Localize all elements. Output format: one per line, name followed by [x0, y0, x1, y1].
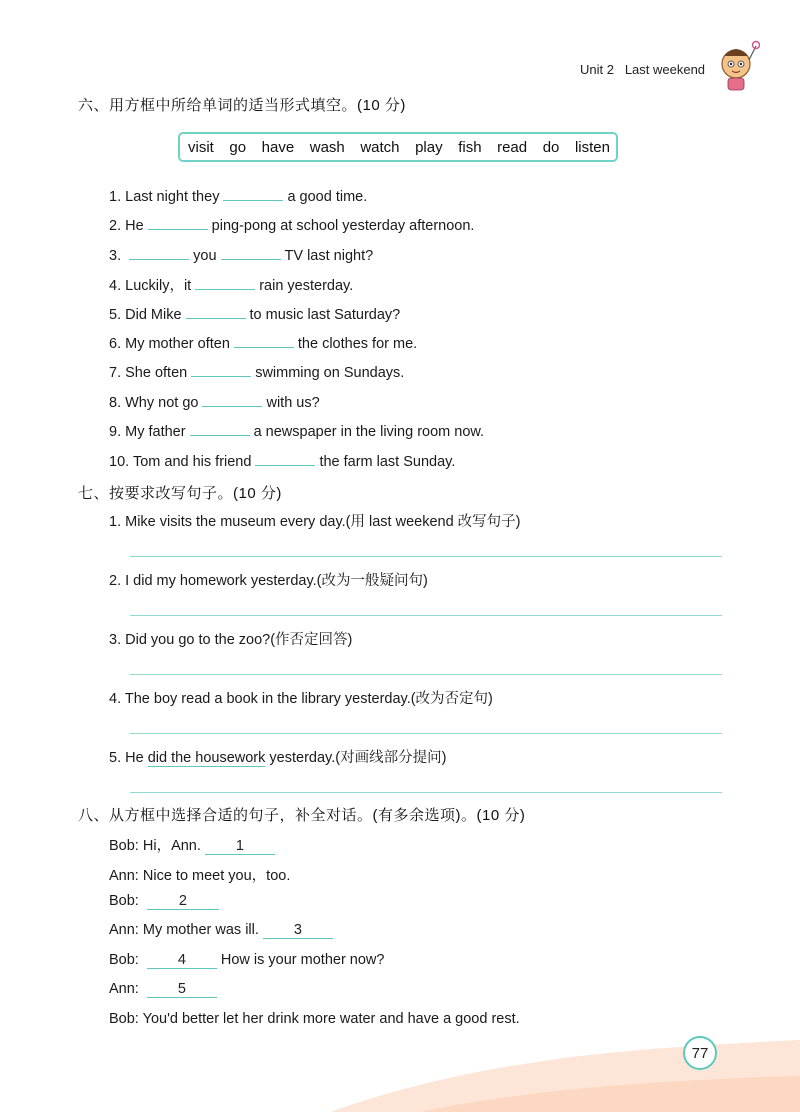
item-number: 4. [109, 691, 122, 707]
word-option: visit [188, 138, 214, 156]
dialogue-blank[interactable]: 5 [147, 981, 217, 998]
fill-blank-item [109, 304, 400, 323]
speaker-label: Ann: [109, 981, 139, 997]
item-prompt: Mike visits the museum every day.(用 last weekend 改写句子) [125, 514, 521, 530]
item-text-after: with us? [266, 395, 320, 411]
rewrite-item [109, 628, 352, 649]
item-number: 1. [109, 189, 122, 205]
dialogue-text: My mother was ill. [142, 922, 259, 938]
dialogue-text: You'd better let her drink more water and have a good rest. [142, 1011, 520, 1027]
dialogue-blank[interactable]: 1 [205, 838, 275, 855]
underlined-phrase: did the housework [147, 750, 266, 766]
fill-blank-item [109, 186, 367, 205]
speaker-label: Ann: [109, 922, 139, 938]
word-option: watch [360, 138, 400, 156]
answer-line[interactable] [130, 674, 722, 675]
item-text-after: ping-pong at school yesterday afternoon. [211, 218, 475, 234]
answer-blank[interactable] [221, 245, 281, 260]
rewrite-item [109, 746, 446, 767]
header-unit: Unit 2 Last weekend [580, 62, 706, 77]
item-text-after: swimming on Sundays. [255, 365, 405, 381]
fill-blank-item [109, 333, 417, 352]
item-number: 10. [109, 454, 130, 470]
item-number: 7. [109, 365, 122, 381]
item-number: 3. [109, 632, 122, 648]
dialogue-line [109, 864, 290, 885]
speaker-label: Bob: [109, 838, 139, 854]
item-prompt-pre: He [125, 750, 144, 766]
fill-blank-item [109, 421, 484, 440]
answer-blank[interactable] [223, 186, 283, 201]
word-option: read [497, 138, 528, 156]
item-prompt-post: yesterday.(对画线部分提问) [269, 750, 447, 766]
answer-blank[interactable] [255, 451, 315, 466]
answer-line[interactable] [130, 556, 722, 557]
word-option: listen [574, 138, 610, 156]
item-text-after: rain yesterday. [259, 278, 354, 294]
item-number: 1. [109, 514, 122, 530]
answer-blank[interactable] [129, 245, 189, 260]
item-text-before: Luckily，it [125, 278, 192, 294]
answer-blank[interactable] [191, 362, 251, 377]
rewrite-item [109, 510, 521, 531]
item-text-before: Why not go [125, 395, 199, 411]
answer-blank[interactable] [202, 392, 262, 407]
rewrite-item [109, 687, 493, 708]
answer-blank[interactable] [195, 275, 255, 290]
word-option: fish [458, 138, 482, 156]
speaker-label: Ann: [109, 868, 139, 884]
item-number: 2. [109, 573, 122, 589]
dialogue-blank[interactable]: 3 [263, 922, 333, 939]
fill-blank-item [109, 362, 404, 381]
dialogue-line [109, 981, 221, 998]
rewrite-item [109, 569, 428, 590]
dialogue-line [109, 922, 337, 939]
footer-wave-decoration [0, 1000, 800, 1112]
page-number: 77 [683, 1036, 717, 1070]
item-number: 8. [109, 395, 122, 411]
item-text-before: Tom and his friend [132, 454, 252, 470]
item-text-before: My mother often [125, 336, 230, 352]
speaker-label: Bob: [109, 952, 139, 968]
answer-blank[interactable] [234, 333, 294, 348]
dialogue-text: Nice to meet you，too. [142, 868, 291, 884]
item-text-after: TV last night? [284, 248, 374, 264]
fill-blank-item [109, 215, 474, 234]
answer-blank[interactable] [148, 215, 208, 230]
dialogue-blank[interactable]: 2 [147, 893, 219, 910]
item-number: 5. [109, 750, 122, 766]
word-option: play [415, 138, 443, 156]
dialogue-text: Hi，Ann. [142, 838, 201, 854]
fill-blank-item [109, 451, 455, 470]
answer-line[interactable] [130, 615, 722, 616]
word-option: do [542, 138, 560, 156]
answer-line[interactable] [130, 733, 722, 734]
dialogue-blank[interactable]: 4 [147, 952, 217, 969]
answer-blank[interactable] [190, 421, 250, 436]
item-number: 9. [109, 424, 122, 440]
dialogue-text-after: How is your mother now? [220, 952, 385, 968]
item-number: 6. [109, 336, 122, 352]
item-text-after: the farm last Sunday. [319, 454, 456, 470]
word-option: have [261, 138, 295, 156]
answer-line[interactable] [130, 792, 722, 793]
item-text-before: He [125, 218, 144, 234]
fill-blank-item [109, 274, 353, 295]
item-text-before: She often [125, 365, 188, 381]
dialogue-line [109, 893, 223, 910]
item-prompt: The boy read a book in the library yesterday.(改为否定句) [124, 691, 493, 707]
item-text-before: Did Mike [125, 307, 182, 323]
item-text-before: My father [125, 424, 186, 440]
section-8-title: 八、从方框中选择合适的句子，补全对话。(有多余选项)。(10 分) [78, 807, 526, 824]
item-number: 4. [109, 278, 122, 294]
fill-blank-item [109, 245, 373, 264]
word-option: go [229, 138, 247, 156]
word-option: wash [309, 138, 345, 156]
item-text-middle: you [193, 248, 217, 264]
item-text-before: Last night they [125, 189, 220, 205]
word-box [178, 132, 618, 162]
mascot-icon [716, 40, 760, 94]
section-7-title: 七、按要求改写句子。(10 分) [78, 485, 282, 502]
item-text-after: a newspaper in the living room now. [253, 424, 485, 440]
item-number: 2. [109, 218, 122, 234]
speaker-label: Bob: [109, 893, 139, 909]
dialogue-line [109, 952, 384, 969]
item-prompt: I did my homework yesterday.(改为一般疑问句) [125, 573, 428, 589]
dialogue-line [109, 834, 279, 855]
item-number: 3. [109, 248, 122, 264]
fill-blank-item [109, 392, 320, 411]
item-prompt: Did you go to the zoo?(作否定回答) [125, 632, 353, 648]
item-text-after: to music last Saturday? [249, 307, 401, 323]
section-6-title: 六、用方框中所给单词的适当形式填空。(10 分) [78, 97, 406, 114]
item-text-after: the clothes for me. [297, 336, 418, 352]
item-number: 5. [109, 307, 122, 323]
answer-blank[interactable] [186, 304, 246, 319]
speaker-label: Bob: [109, 1011, 139, 1027]
item-text-after: a good time. [287, 189, 368, 205]
